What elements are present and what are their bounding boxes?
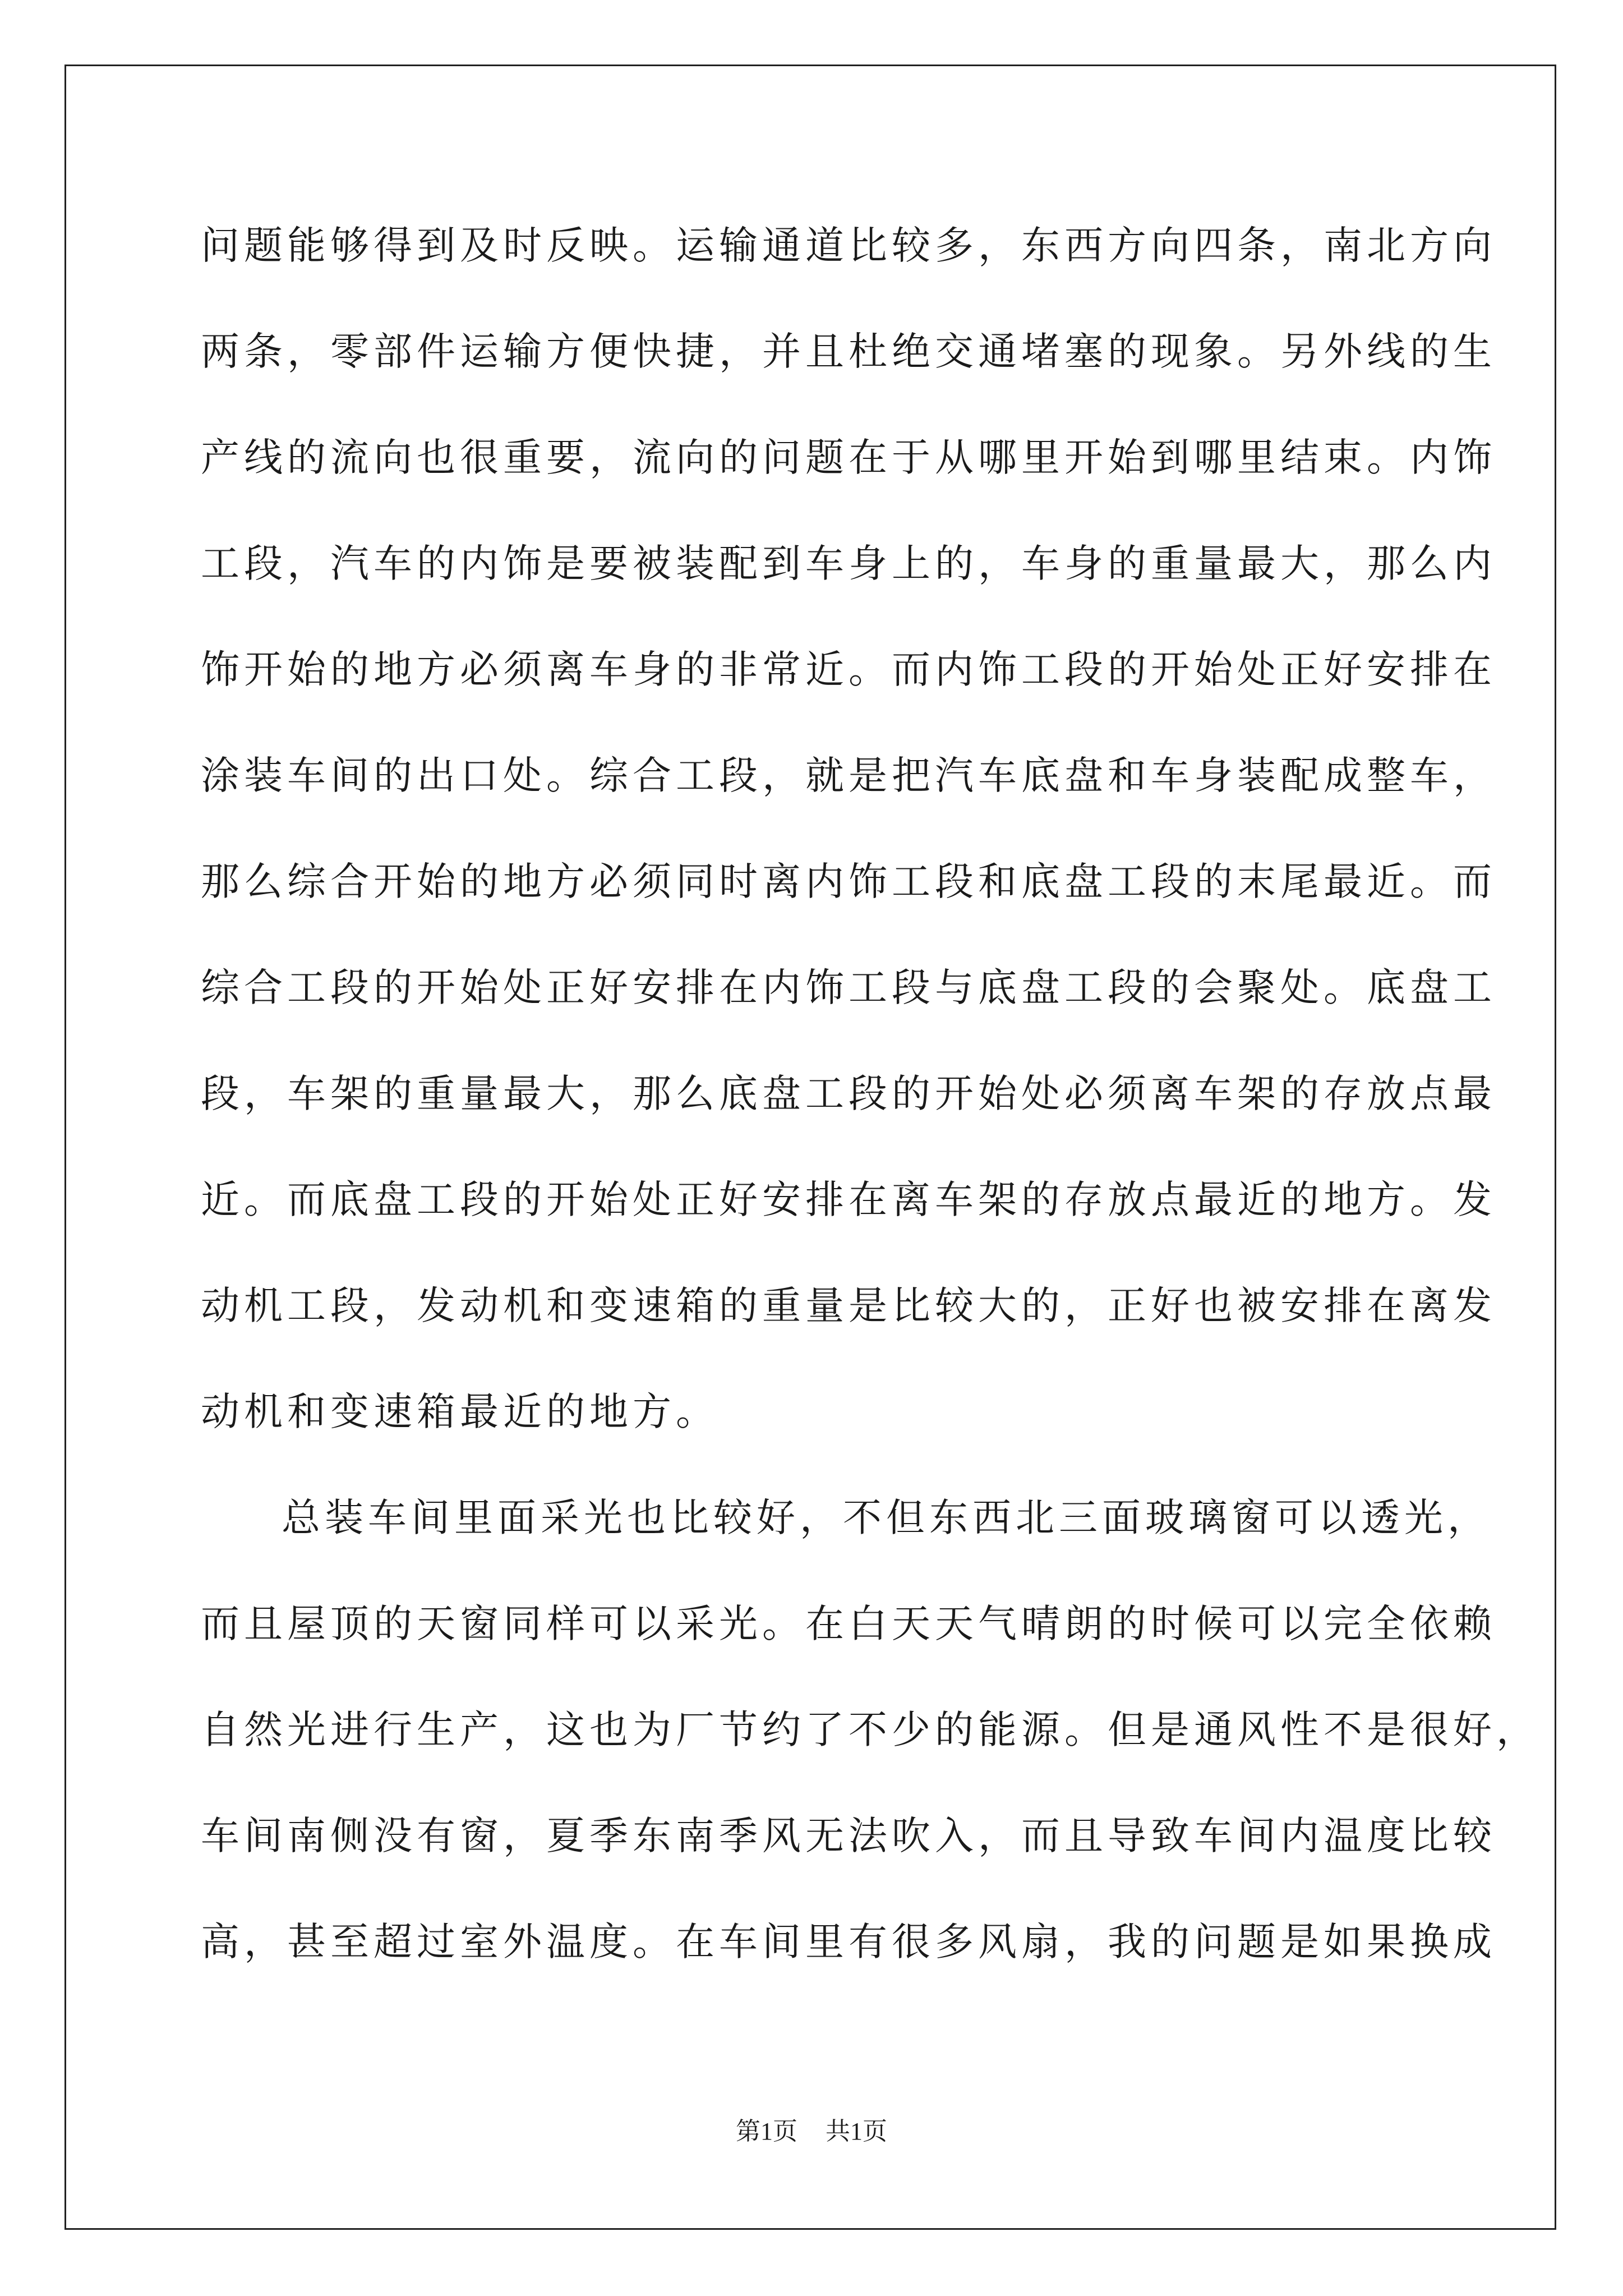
text-line: 饰开始的地方必须离车身的非常近。而内饰工段的开始处正好安排在: [201, 647, 1496, 692]
text-line: 而且屋顶的天窗同样可以采光。在白天天气晴朗的时候可以完全依赖: [201, 1602, 1496, 1646]
page-number: 第1页: [736, 2118, 797, 2145]
text-line: 两条，零部件运输方便快捷，并且杜绝交通堵塞的现象。另外线的生: [201, 329, 1496, 374]
text-line: 近。而底盘工段的开始处正好安排在离车架的存放点最近的地方。发: [201, 1177, 1496, 1222]
text-line: 工段，汽车的内饰是要被装配到车身上的，车身的重量最大，那么内: [201, 541, 1496, 586]
text-line: 动机工段，发动机和变速箱的重量是比较大的，正好也被安排在离发: [201, 1283, 1496, 1328]
text-line: 高，甚至超过室外温度。在车间里有很多风扇，我的问题是如果换成: [201, 1920, 1496, 1964]
paragraph-start-line: 总装车间里面采光也比较好，不但东西北三面玻璃窗可以透光，: [282, 1496, 1491, 1540]
text-line: 动机和变速箱最近的地方。: [201, 1389, 719, 1434]
page-footer: [0, 2115, 1623, 2148]
text-line: 车间南侧没有窗，夏季东南季风无法吹入，而且导致车间内温度比较: [201, 1814, 1496, 1858]
text-line: 涂装车间的出口处。综合工段，就是把汽车底盘和车身装配成整车，: [201, 753, 1496, 798]
text-line: 自然光进行生产，这也为厂节约了不少的能源。但是通风性不是很好，: [201, 1708, 1539, 1752]
text-line: 综合工段的开始处正好安排在内饰工段与底盘工段的会聚处。底盘工: [201, 965, 1496, 1010]
document-body: [201, 216, 1539, 2018]
text-line: 问题能够得到及时反映。运输通道比较多，东西方向四条，南北方向: [201, 223, 1496, 268]
page-total: 共1页: [826, 2118, 887, 2145]
text-line: 那么综合开始的地方必须同时离内饰工段和底盘工段的末尾最近。而: [201, 859, 1496, 904]
text-line: 产线的流向也很重要，流向的问题在于从哪里开始到哪里结束。内饰: [201, 435, 1496, 480]
text-line: 段，车架的重量最大，那么底盘工段的开始处必须离车架的存放点最: [201, 1071, 1496, 1116]
